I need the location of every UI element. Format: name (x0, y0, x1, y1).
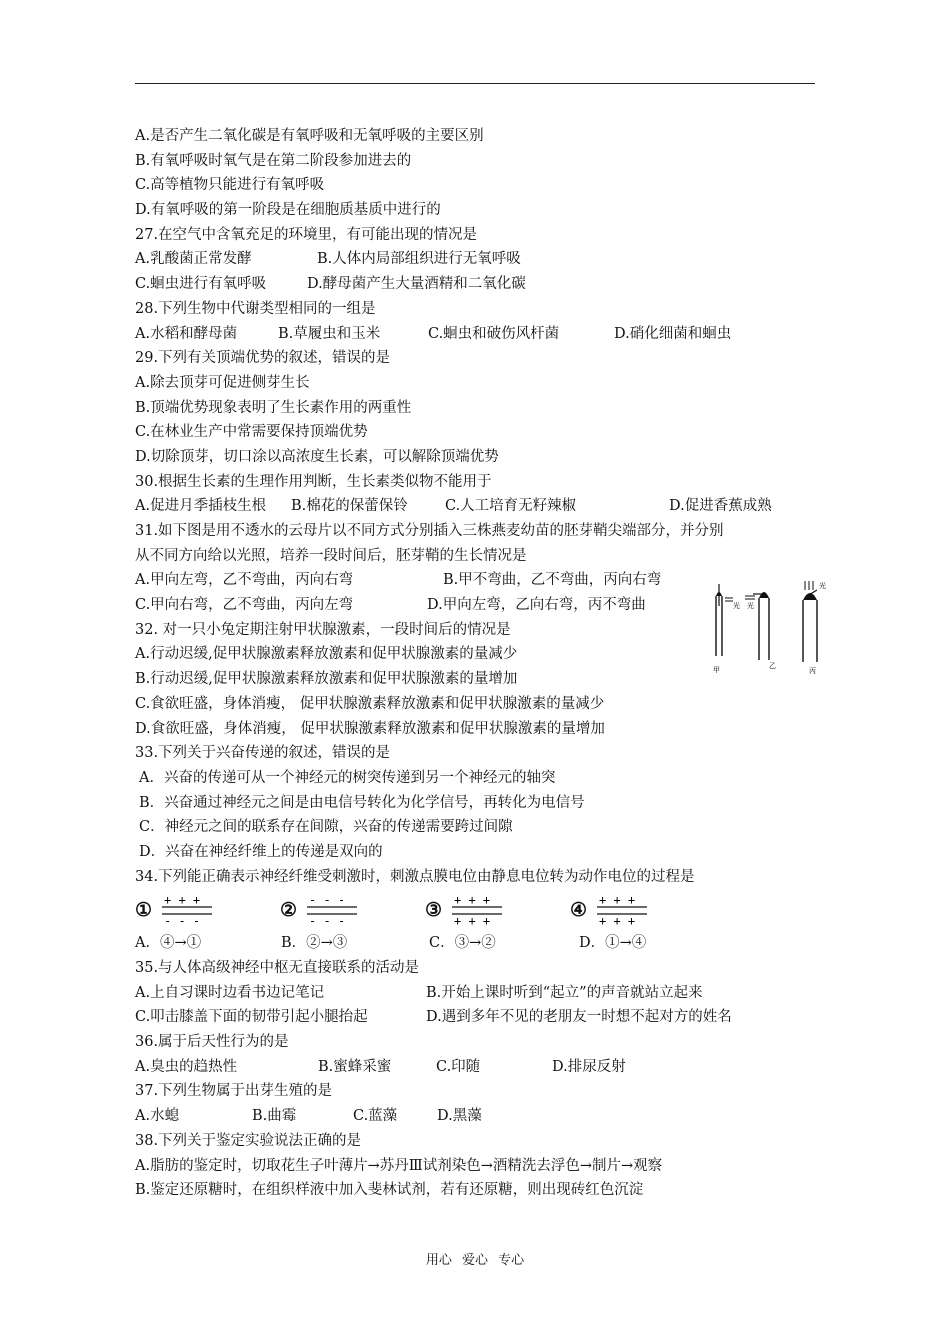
coleoptile-yi (745, 592, 776, 670)
option: C.叩击膝盖下面的韧带引起小腿抬起 (135, 1009, 368, 1026)
membrane-diagram-icon (162, 894, 214, 926)
option: D.促进香蕉成熟 (669, 498, 772, 515)
light-label: 光 (733, 602, 740, 610)
question-29: 29.下列有关顶端优势的叙述，错误的是 (135, 350, 391, 367)
question-33: 33.下列关于兴奋传递的叙述，错误的是 (135, 745, 391, 762)
option: B.人体内局部组织进行无氧呼吸 (317, 251, 521, 268)
q37-options (135, 1104, 825, 1129)
question-38: 38.下列关于鉴定实验说法正确的是 (135, 1132, 362, 1149)
question-37: 37.下列生物属于出芽生殖的是 (135, 1083, 333, 1100)
option: B.顶端优势现象表明了生长素作用的两重性 (135, 399, 412, 416)
option: A．兴奋的传递可从一个神经元的树突传递到另一个神经元的轴突 (139, 769, 556, 786)
text-line: A.是否产生二氧化碳是有氧呼吸和无氧呼吸的主要区别 (135, 128, 484, 144)
text-line: D.有氧呼吸的第一阶段是在细胞质基质中进行的 (135, 202, 441, 219)
option: C.甲向右弯，乙不弯曲，丙向左弯 (135, 597, 354, 614)
question-32: 32. 对一只小兔定期注射甲状腺激素，一段时间后的情况是 (135, 621, 511, 638)
question-34: 34.下列能正确表示神经纤维受刺激时，刺激点膜电位由静息电位转为动作电位的过程是 (135, 868, 695, 885)
option: C.蛔虫进行有氧呼吸 (135, 276, 267, 293)
header-rule (135, 83, 815, 84)
question-27: 27.在空气中含氧充足的环境里，有可能出现的情况是 (135, 226, 478, 243)
option: B．兴奋通过神经元之间是由电信号转化为化学信号，再转化为电信号 (139, 794, 585, 811)
option: D.硝化细菌和蛔虫 (614, 325, 732, 342)
option: A.乳酸菌正常发酵 (135, 251, 252, 268)
membrane-bottom-charges: - - - (309, 914, 346, 927)
option: D.遇到多年不见的老朋友一时想不起对方的姓名 (426, 1009, 732, 1026)
q27-options-row1 (135, 247, 825, 272)
membrane-potential-diagrams (135, 889, 825, 931)
option: B.行动迟缓,促甲状腺激素释放激素和促甲状腺激素的量增加 (135, 671, 518, 688)
q34-options (135, 931, 825, 956)
option: B.鉴定还原糖时，在组织样液中加入斐林试剂，若有还原糖，则出现砖红色沉淀 (135, 1182, 644, 1199)
membrane-diagram-icon (452, 894, 504, 926)
text-line: C.高等植物只能进行有氧呼吸 (135, 177, 325, 194)
diagram-number: ③ (425, 899, 443, 922)
diagram-number: ① (135, 899, 153, 922)
membrane-bottom-charges: + + + (599, 914, 636, 927)
light-label: 光 (747, 602, 754, 610)
question-35: 35.与人体高级神经中枢无直接联系的活动是 (135, 960, 420, 976)
coleoptile-figure (703, 578, 833, 680)
membrane-top-charges: + + + (454, 894, 491, 908)
option: D.黑藻 (437, 1108, 482, 1125)
option: C．神经元之间的联系存在间隙，兴奋的传递需要跨过间隙 (139, 819, 513, 836)
membrane-diagram-icon (307, 894, 359, 926)
membrane-top-charges: - - - (309, 894, 346, 908)
q36-options (135, 1055, 825, 1080)
option: A.甲向左弯，乙不弯曲，丙向右弯 (135, 572, 354, 589)
option: D.切除顶芽，切口涂以高浓度生长素，可以解除顶端优势 (135, 448, 499, 465)
light-label: 光 (819, 582, 826, 590)
question-31-cont: 从不同方向给以光照，培养一段时间后，胚芽鞘的生长情况是 (135, 547, 527, 564)
membrane-bottom-charges: + + + (454, 914, 491, 927)
option: A.上自习课时边看书边记笔记 (135, 984, 325, 1001)
q28-options (135, 322, 825, 347)
diagram-3 (425, 894, 570, 926)
footer-word: 用心 (425, 1253, 452, 1268)
option: C.印随 (436, 1058, 481, 1075)
membrane-top-charges: + + + (599, 894, 636, 908)
option: A.行动迟缓,促甲状腺激素释放激素和促甲状腺激素的量减少 (135, 646, 518, 663)
option: C．③→② (429, 935, 496, 952)
q27-options-row2 (135, 272, 825, 297)
membrane-bottom-charges: - - - (164, 914, 201, 927)
page-footer (0, 1249, 950, 1268)
option: B.曲霉 (252, 1108, 297, 1125)
option: A.脂肪的鉴定时，切取花生子叶薄片→苏丹Ⅲ试剂染色→酒精洗去浮色→制片→观察 (135, 1157, 663, 1174)
option: A.臭虫的趋热性 (135, 1058, 238, 1075)
option: B.甲不弯曲，乙不弯曲，丙向右弯 (443, 572, 662, 589)
q35-options-row2 (135, 1005, 825, 1030)
coleoptile-bing (803, 581, 826, 675)
label-bing: 丙 (809, 667, 816, 675)
diagram-1 (135, 894, 280, 926)
footer-word: 专心 (498, 1253, 525, 1268)
question-30: 30.根据生长素的生理作用判断，生长素类似物不能用于 (135, 473, 492, 490)
question-36: 36.属于后天性行为的是 (135, 1034, 289, 1051)
question-28: 28.下列生物中代谢类型相同的一组是 (135, 300, 376, 317)
label-jia: 甲 (713, 666, 720, 674)
option: A.水稻和酵母菌 (135, 325, 238, 342)
option: B．②→③ (281, 935, 348, 952)
option: D.酵母菌产生大量酒精和二氧化碳 (307, 276, 526, 293)
diagram-2 (280, 894, 425, 926)
option: A．④→① (135, 935, 202, 952)
option: D．①→④ (579, 935, 647, 952)
option: C.在林业生产中常需要保持顶端优势 (135, 424, 368, 441)
footer-word: 爱心 (461, 1253, 488, 1268)
coleoptile-jia (713, 584, 740, 674)
question-31: 31.如下图是用不透水的云母片以不同方式分别插入三株燕麦幼苗的胚芽鞘尖端部分，并分别 (135, 523, 724, 539)
label-yi: 乙 (769, 662, 776, 670)
option: C.人工培育无籽辣椒 (445, 498, 577, 515)
diagram-number: ④ (570, 899, 588, 922)
option: B.棉花的保蕾保铃 (291, 498, 408, 515)
q30-options (135, 494, 825, 519)
option: D.甲向左弯，乙向右弯，丙不弯曲 (427, 597, 646, 614)
membrane-top-charges: + + + (164, 894, 201, 908)
option: D.食欲旺盛，身体消瘦， 促甲状腺激素释放激素和促甲状腺激素的量增加 (135, 720, 605, 737)
option: D．兴奋在神经纤维上的传递是双向的 (139, 843, 383, 860)
diagram-4 (570, 894, 715, 926)
q35-options-row1 (135, 981, 825, 1006)
option: C.蛔虫和破伤风杆菌 (428, 325, 560, 342)
membrane-diagram-icon (597, 894, 649, 926)
option: D.排尿反射 (552, 1058, 626, 1075)
option: A.促进月季插枝生根 (135, 498, 267, 515)
option: B.蜜蜂采蜜 (318, 1058, 392, 1075)
text-line: B.有氧呼吸时氧气是在第二阶段参加进去的 (135, 152, 412, 169)
diagram-number: ② (280, 899, 298, 922)
option: B.开始上课时听到“起立”的声音就站立起来 (426, 984, 703, 1001)
option: C.食欲旺盛，身体消瘦， 促甲状腺激素释放激素和促甲状腺激素的量减少 (135, 695, 605, 712)
option: B.草履虫和玉米 (278, 325, 381, 342)
option: A.水螅 (135, 1108, 180, 1125)
option: C.蓝藻 (353, 1108, 398, 1125)
option: A.除去顶芽可促进侧芽生长 (135, 374, 310, 391)
